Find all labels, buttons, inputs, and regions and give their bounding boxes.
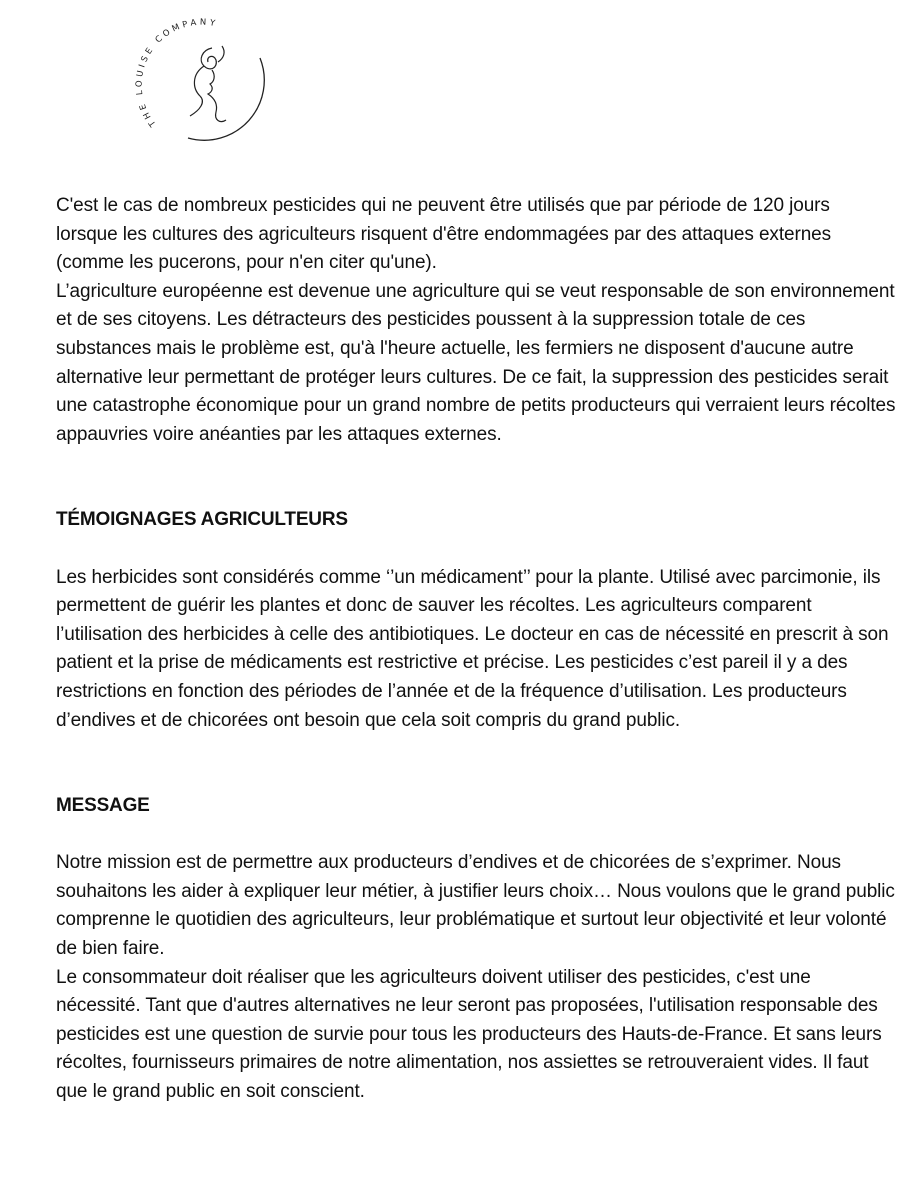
message-paragraph-1: Notre mission est de permettre aux producteurs d’endives et de chicorées de s’exprimer. Nous souhaitons les aider à expliquer leur métier, à justifier leurs choix… Nous voulons que le grand public comprenne le quotidien des agriculteurs, leur problématique et surtout leur objectivité et leur volonté de bien faire.: [56, 852, 895, 960]
testimonials-paragraph: Les herbicides sont considérés comme ‘’un médicament’’ pour la plante. Utilisé avec parcimonie, ils permettent de guérir les plantes et donc de sauver les récoltes. Les agriculteurs comparent l’utilisation des herbicides à celle des antibiotiques. Le docteur en cas de nécessité en prescrit à son patient et la prise de médicaments est restrictive et précise. Les pesticides c’est pareil il y a des restrictions en fonction des périodes de l’année et de la fréquence d’utilisation. Les producteurs d’endives et de chicorées ont besoin que cela soit compris du grand public.: [56, 566, 889, 731]
intro-paragraph-1: C'est le cas de nombreux pesticides qui ne peuvent être utilisés que par période de 120 jours lorsque les cultures des agriculteurs risquent d'être endommagées par des attaques externes (comme les pucerons, pour n'en citer qu'une).: [56, 195, 832, 274]
message-paragraph-2: Le consommateur doit réaliser que les agriculteurs doivent utiliser des pesticides, c'est une nécessité. Tant que d'autres alternatives ne leur seront pas proposées, l'utilisation responsable des pesticides est une question de survie pour tous les producteurs des Hauts-de-France. Et sans leurs récoltes, fournisseurs primaires de notre alimentation, nos assiettes se retrouveraient vides. Il faut que le grand public en soit conscient.: [56, 966, 882, 1103]
document-body: [56, 192, 896, 1107]
svg-text:THE LOUISE COMPANY: THE LOUISE COMPANY: [134, 17, 219, 129]
logo-emblem: [130, 12, 275, 157]
message-heading: MESSAGE: [56, 795, 150, 817]
company-logo: [130, 12, 275, 157]
testimonials-heading: TÉMOIGNAGES AGRICULTEURS: [56, 509, 348, 531]
intro-paragraph-2: L’agriculture européenne est devenue une agriculture qui se veut responsable de son environnement et de ses citoyens. Les détracteurs des pesticides poussent à la suppression totale de ces substances mais le problème est, qu'à l'heure actuelle, les fermiers ne disposent d'aucune autre alternative leur permettant de protéger leurs cultures. De ce fait, la suppression des pesticides serait une catastrophe économique pour un grand nombre de petits producteurs qui verraient leurs récoltes appauvries voire anéanties par les attaques externes.: [56, 280, 896, 445]
